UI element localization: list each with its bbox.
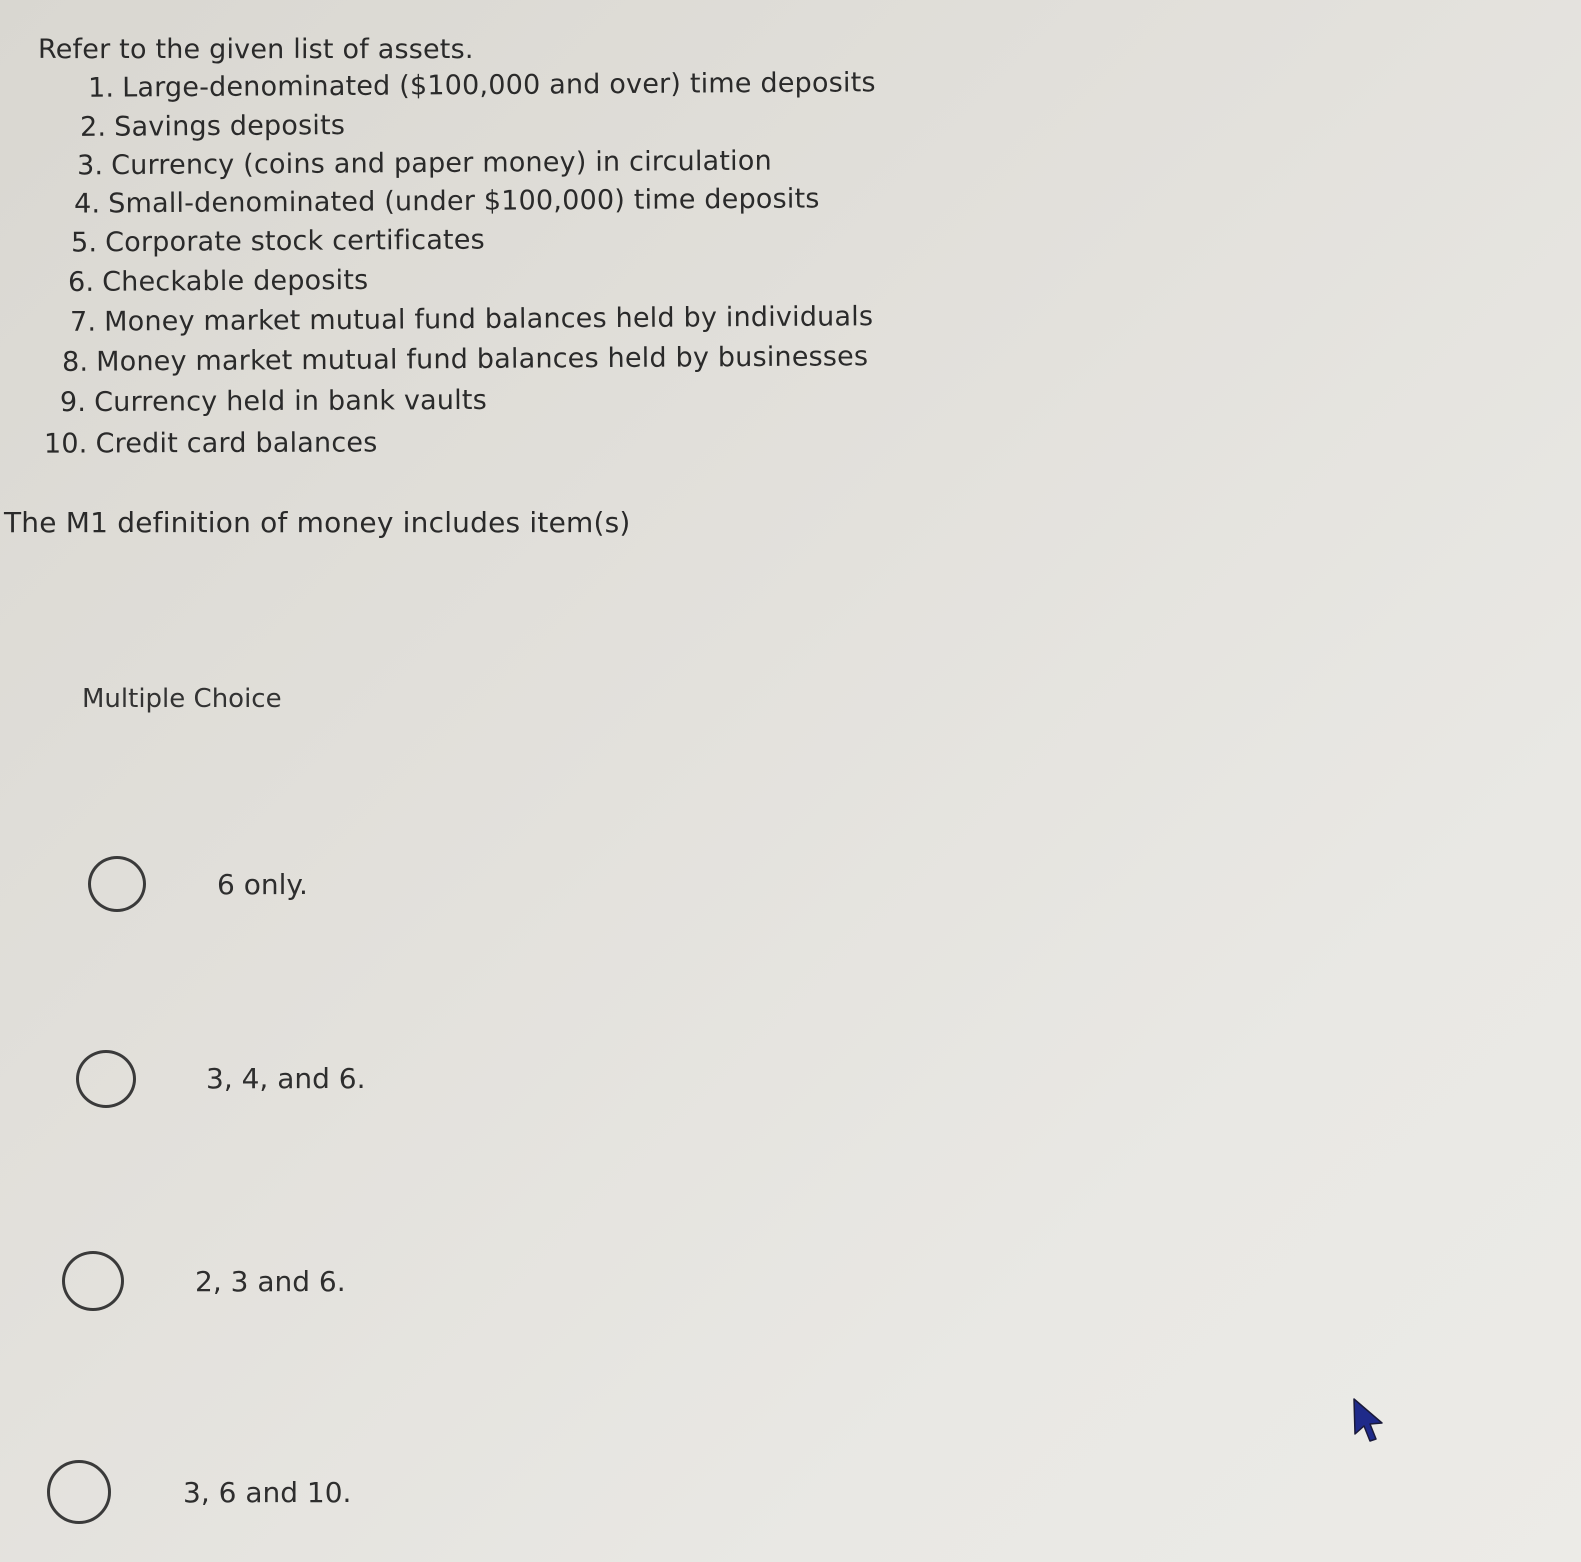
- asset-number: 8.: [61, 346, 89, 378]
- asset-number: 7.: [69, 306, 97, 338]
- option-label: 3, 6 and 10.: [183, 1476, 352, 1509]
- asset-item: [62, 341, 868, 378]
- radio-button[interactable]: [47, 1460, 111, 1524]
- option-label: 3, 4, and 6.: [206, 1062, 366, 1095]
- asset-text: Money market mutual fund balances held by businesses: [96, 341, 869, 378]
- asset-item: [44, 427, 378, 459]
- asset-number: 9.: [59, 386, 87, 419]
- asset-item: [77, 146, 772, 182]
- radio-button[interactable]: [62, 1251, 124, 1311]
- radio-button[interactable]: [88, 856, 146, 912]
- radio-button[interactable]: [76, 1050, 136, 1108]
- asset-item: [88, 67, 876, 103]
- asset-text: Checkable deposits: [102, 264, 369, 298]
- mouse-pointer-icon: [1350, 1397, 1386, 1443]
- asset-number: 5.: [70, 227, 98, 259]
- asset-item: [60, 385, 487, 418]
- asset-number: 4.: [73, 188, 101, 220]
- asset-text: Savings deposits: [114, 110, 346, 143]
- asset-text: Currency held in bank vaults: [94, 384, 488, 418]
- multiple-choice-label: Multiple Choice: [82, 684, 282, 714]
- asset-text: Corporate stock certificates: [105, 224, 485, 259]
- asset-text: Large-denominated ($100,000 and over) time deposits: [122, 67, 876, 104]
- asset-number: 3.: [76, 150, 104, 182]
- asset-text: Money market mutual fund balances held by individuals: [104, 301, 874, 338]
- asset-item: [71, 225, 485, 259]
- asset-text: Credit card balances: [95, 427, 378, 460]
- asset-number: 2.: [79, 111, 107, 143]
- asset-item: [70, 301, 873, 338]
- asset-text: Currency (coins and paper money) in circulation: [111, 145, 772, 182]
- asset-item: [74, 183, 820, 219]
- asset-number: 1.: [87, 72, 115, 104]
- asset-item: [68, 265, 369, 298]
- asset-item: [80, 110, 345, 143]
- question-prompt: The M1 definition of money includes item(s): [4, 506, 631, 539]
- asset-text: Small-denominated (under $100,000) time deposits: [108, 183, 820, 220]
- question-intro: Refer to the given list of assets.: [38, 34, 474, 65]
- option-label: 6 only.: [217, 868, 308, 901]
- option-label: 2, 3 and 6.: [195, 1265, 346, 1298]
- asset-number: 10.: [43, 428, 88, 460]
- asset-number: 6.: [67, 266, 95, 299]
